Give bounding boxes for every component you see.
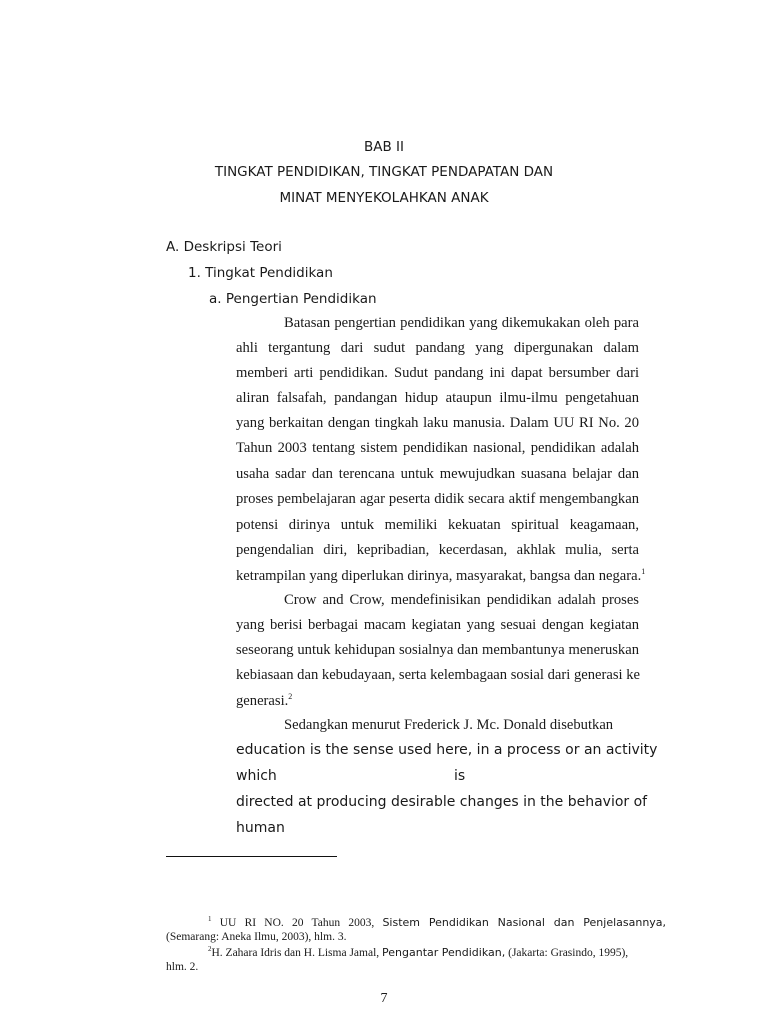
page-number: 7 <box>380 991 388 1006</box>
paragraph-line: yang berkaitan dengan tingkah laku manusia. Dalam UU RI No. 20 <box>236 415 639 431</box>
chapter-label: BAB II <box>363 139 404 155</box>
footnote-1-title: Sistem Pendidikan Nasional dan Penjelasannya, <box>382 916 667 929</box>
paragraph-line: yang berisi berbagai macam kegiatan yang sesuai dengan kegiatan <box>236 617 639 633</box>
quote-line-2a: which <box>236 768 277 784</box>
footnote-2-text: H. Zahara Idris dan H. Lisma Jamal, <box>211 947 380 959</box>
paragraph-line: aliran falsafah, pandangan hidup ataupun ilmu-ilmu pengetahuan <box>236 390 639 406</box>
subsubsection-heading: a. Pengertian Pendidikan <box>209 291 377 307</box>
paragraph-line: memberi arti pendidikan. Sudut pandang ini dapat bersumber dari <box>236 365 639 381</box>
footnote-ref-1: 1 <box>641 567 646 576</box>
paragraph-line-text: generasi. <box>236 693 289 709</box>
footnote-1-line-1 <box>166 915 666 929</box>
paragraph-line: Crow and Crow, mendefinisikan pendidikan adalah proses <box>284 592 639 608</box>
quote-line-2b: is <box>454 768 466 784</box>
footnote-1-text: UU RI NO. <box>219 917 284 929</box>
footnote-1-number: 1 <box>208 915 212 923</box>
footnote-separator <box>166 856 337 857</box>
paragraph-line: seseorang untuk kehidupan sosialnya dan membantunya meneruskan <box>236 642 639 658</box>
footnote-2-text: (Jakarta: Grasindo, 1995), <box>508 947 629 959</box>
footnote-1-line-2: (Semarang: Aneka Ilmu, 2003), hlm. 3. <box>166 931 347 943</box>
footnote-1-text: 20 Tahun <box>292 917 341 929</box>
quote-line-4: human <box>236 820 285 836</box>
chapter-title-line-2: MINAT MENYEKOLAHKAN ANAK <box>279 190 489 206</box>
paragraph-line: Tahun 2003 tentang sistem pendidikan nasional, pendidikan adalah <box>236 440 639 456</box>
footnote-2-title: Pengantar Pendidikan, <box>382 946 506 959</box>
paragraph-line: usaha sadar dan terencana untuk mewujudkan suasana belajar dan <box>236 466 639 482</box>
paragraph-line <box>236 692 292 710</box>
paragraph-line: proses pembelajaran agar peserta didik secara aktif mengembangkan <box>236 491 639 507</box>
subsection-heading: 1. Tingkat Pendidikan <box>188 265 333 281</box>
paragraph-line-text: ketrampilan yang diperlukan dirinya, masyarakat, bangsa dan negara. <box>236 568 642 584</box>
paragraph-line: ahli tergantung dari sudut pandang yang dipergunakan dalam <box>236 340 639 356</box>
paragraph-line <box>236 567 645 585</box>
chapter-title-line-1: TINGKAT PENDIDIKAN, TINGKAT PENDAPATAN DAN <box>214 164 554 180</box>
paragraph-line: potensi dirinya untuk memiliki kekuatan spiritual keagamaan, <box>236 517 639 533</box>
footnote-2-number: 2 <box>208 945 212 953</box>
paragraph-line: Batasan pengertian pendidikan yang dikemukakan oleh para <box>284 315 639 331</box>
section-heading: A. Deskripsi Teori <box>166 239 282 255</box>
paragraph-3-intro: Sedangkan menurut Frederick J. Mc. Donald disebutkan <box>284 717 614 733</box>
paragraph-line: kebiasaan dan kebudayaan, serta kelembagaan sosial dari generasi ke <box>236 667 640 683</box>
footnote-1-text: 2003, <box>348 917 375 929</box>
footnote-ref-2: 2 <box>288 692 293 701</box>
quote-line-3: directed at producing desirable changes in the behavior of <box>236 794 648 810</box>
footnote-2-line-1 <box>166 945 666 959</box>
footnote-2-line-2: hlm. 2. <box>166 961 199 973</box>
paragraph-line: pengendalian diri, kepribadian, kecerdasan, akhlak mulia, serta <box>236 542 639 558</box>
quote-line-1: education is the sense used here, in a process or an activity <box>236 742 658 758</box>
